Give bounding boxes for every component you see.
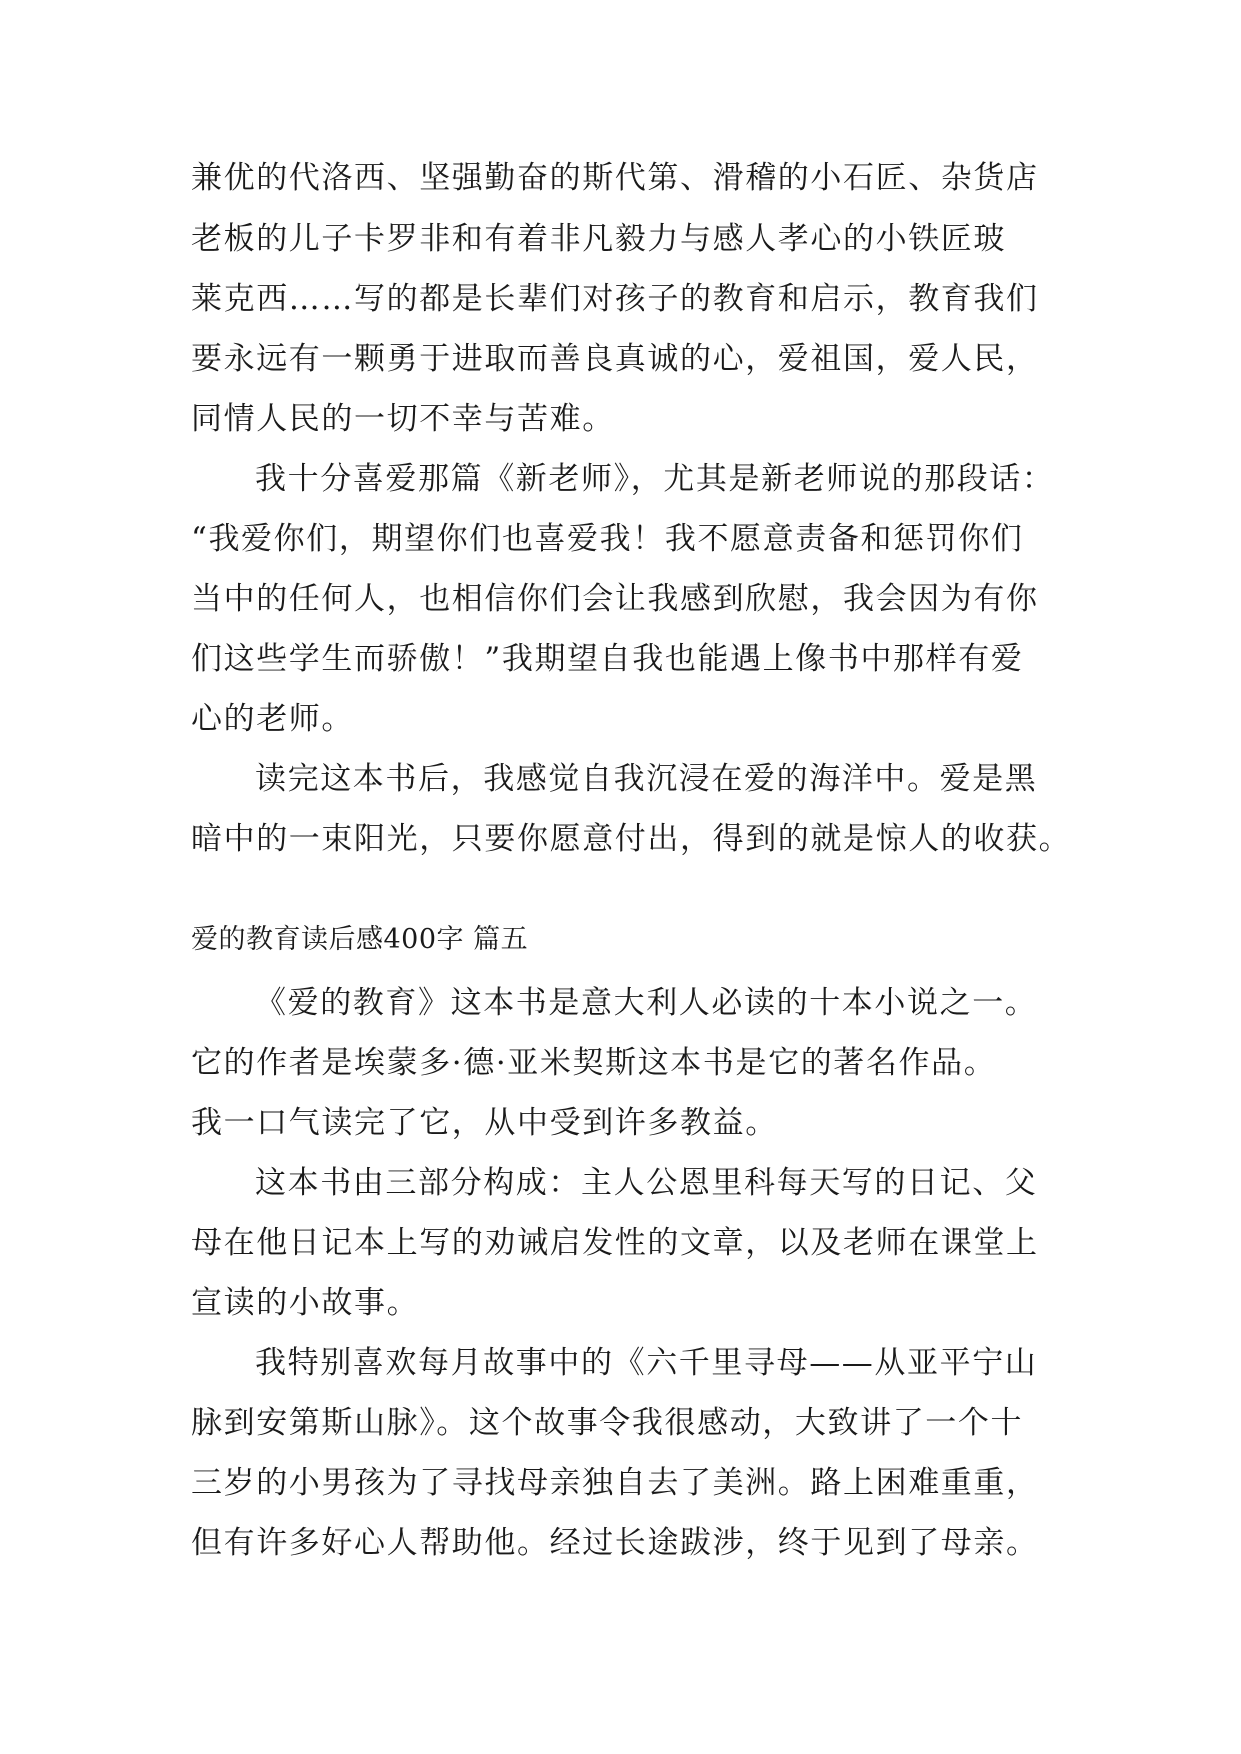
paragraph-line: 脉到安第斯山脉》。这个故事令我很感动，大致讲了一个十 — [191, 1405, 1024, 1441]
paragraph-line: 暗中的一束阳光，只要你愿意付出，得到的就是惊人的收获。 — [191, 821, 1072, 857]
paragraph-line: 我十分喜爱那篇《新老师》，尤其是新老师说的那段话： — [255, 461, 1055, 497]
paragraph-line: 同情人民的一切不幸与苦难。 — [191, 401, 615, 437]
paragraph-line: 当中的任何人，也相信你们会让我感到欣慰，我会因为有你 — [191, 581, 1039, 617]
paragraph-line: 《爱的教育》这本书是意大利人必读的十本小说之一。 — [255, 985, 1038, 1021]
paragraph-line: “我爱你们，期望你们也喜爱我！我不愿意责备和惩罚你们 — [191, 521, 1024, 557]
paragraph-line: 母在他日记本上写的劝诫启发性的文章，以及老师在课堂上 — [191, 1225, 1039, 1261]
paragraph-line: 我特别喜欢每月故事中的《六千里寻母——从亚平宁山 — [255, 1345, 1038, 1381]
paragraph-line: 但有许多好心人帮助他。经过长途跋涉，终于见到了母亲。 — [191, 1525, 1039, 1561]
paragraph-line: 们这些学生而骄傲！”我期望自我也能遇上像书中那样有爱 — [191, 641, 1024, 677]
paragraph-line: 它的作者是埃蒙多·德·亚米契斯这本书是它的著名作品。 — [191, 1045, 997, 1081]
paragraph-line: 要永远有一颗勇于进取而善良真诚的心，爱祖国，爱人民， — [191, 341, 1039, 377]
paragraph-line: 这本书由三部分构成：主人公恩里科每天写的日记、父 — [255, 1165, 1038, 1201]
paragraph-line: 兼优的代洛西、坚强勤奋的斯代第、滑稽的小石匠、杂货店 — [191, 160, 1039, 196]
paragraph-line: 心的老师。 — [191, 701, 354, 737]
paragraph-line: 莱克西……写的都是长辈们对孩子的教育和启示，教育我们 — [191, 281, 1039, 317]
paragraph-line: 我一口气读完了它，从中受到许多教益。 — [191, 1105, 778, 1141]
section-heading: 爱的教育读后感400字 篇五 — [191, 924, 529, 955]
paragraph-line: 读完这本书后，我感觉自我沉浸在爱的海洋中。爱是黑 — [255, 761, 1038, 797]
paragraph-line: 老板的儿子卡罗非和有着非凡毅力与感人孝心的小铁匠玻 — [191, 221, 1006, 257]
paragraph-line: 三岁的小男孩为了寻找母亲独自去了美洲。路上困难重重， — [191, 1465, 1039, 1501]
paragraph-line: 宣读的小故事。 — [191, 1285, 420, 1321]
